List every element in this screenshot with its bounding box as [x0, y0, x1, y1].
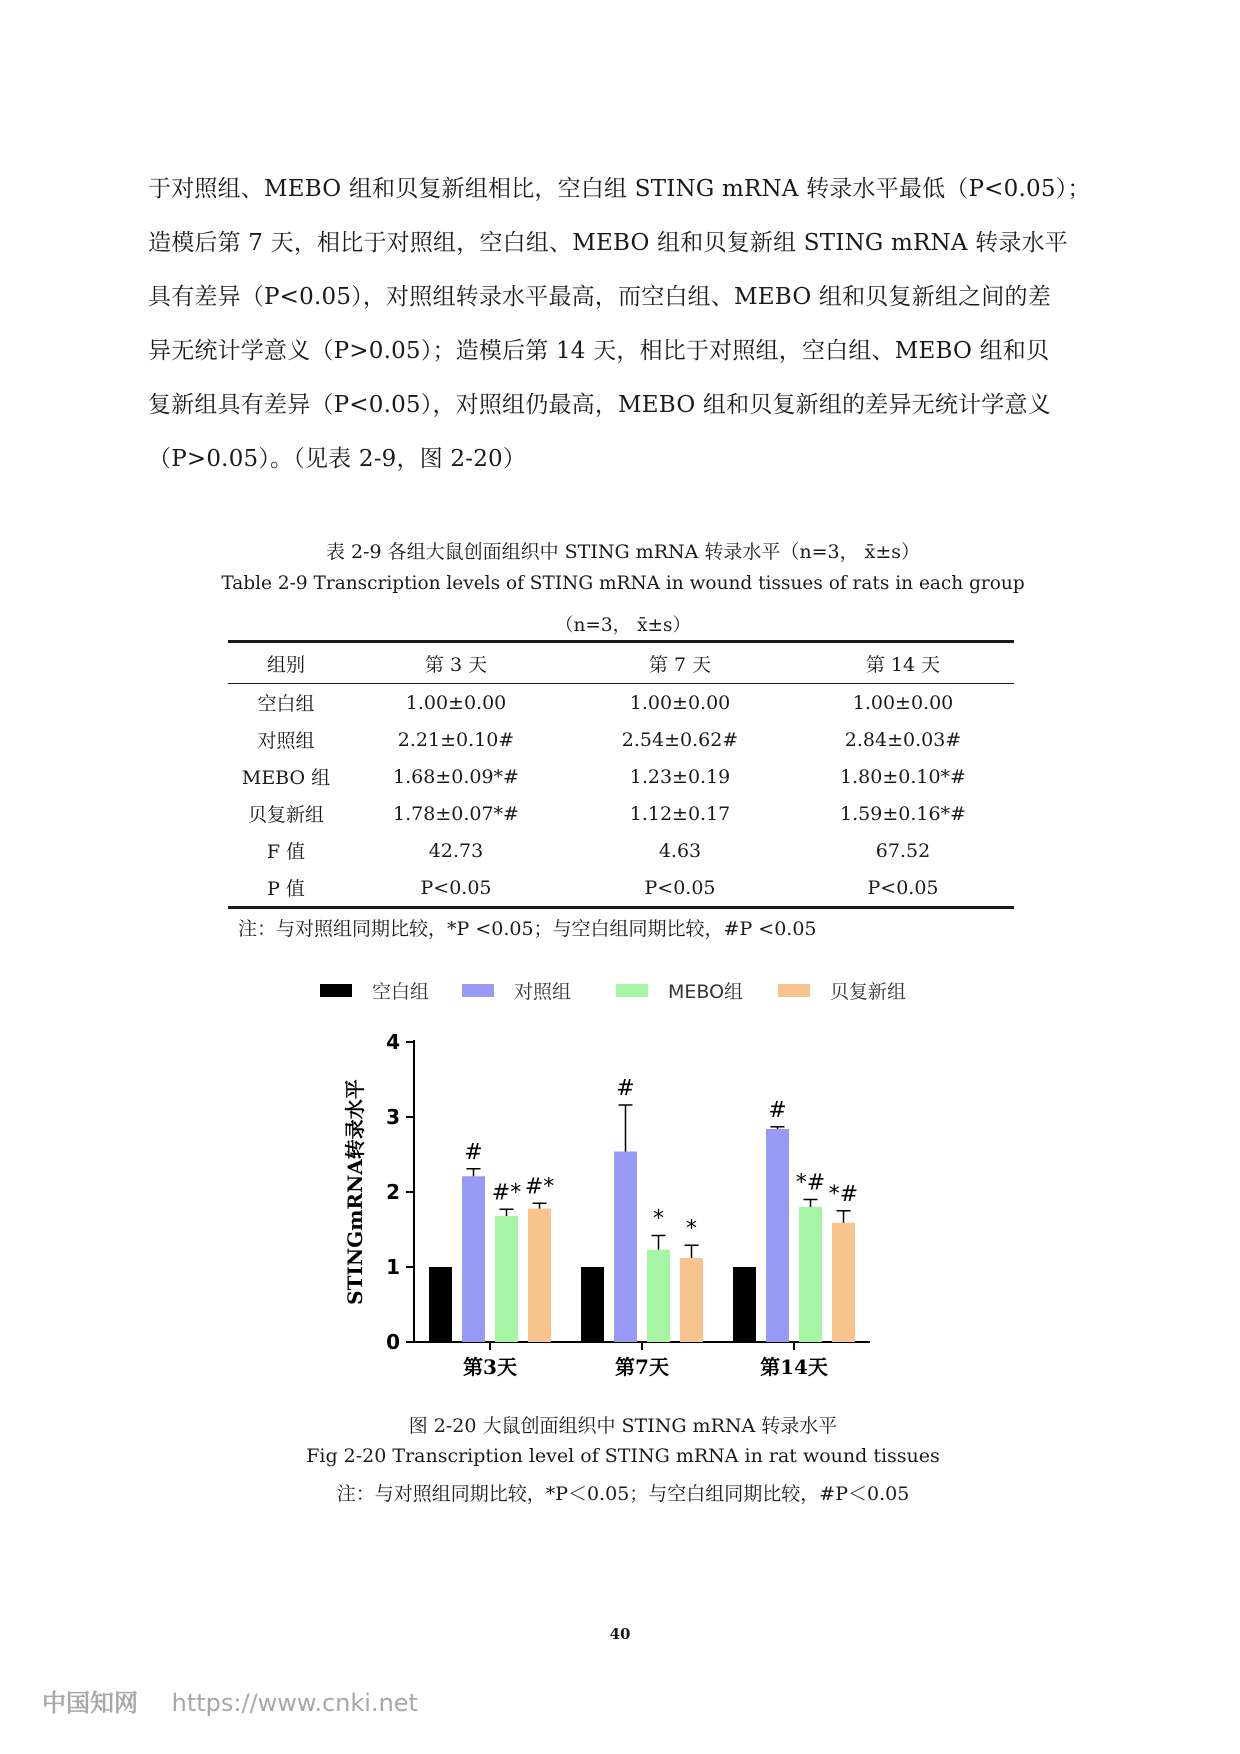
table-cell: 2.21±0.10# — [397, 728, 515, 751]
table-note: 注：与对照组同期比较，*P <0.05；与空白组同期比较，#P <0.05 — [238, 918, 817, 940]
body-line: 于对照组、MEBO 组和贝复新组相比，空白组 STING mRNA 转录水平最低（P<0.05）； — [148, 176, 1091, 202]
significance-label: # — [768, 1097, 787, 1123]
table-row — [228, 758, 1014, 795]
table-cell: 1.78±0.07*# — [393, 802, 519, 825]
bar — [733, 1267, 756, 1342]
table-cell: P 值 — [267, 878, 305, 900]
table-caption-en: Table 2-9 Transcription levels of STING mRNA in wound tissues of rats in each group — [221, 573, 1025, 594]
chart-legend — [320, 972, 940, 1008]
bar — [429, 1267, 452, 1342]
table-header-cell: 第 3 天 — [424, 653, 488, 676]
y-tick-label: 3 — [386, 1105, 400, 1129]
table-cell: 1.00±0.00 — [852, 691, 954, 714]
table-header-cell: 组别 — [266, 653, 305, 676]
significance-label: # — [464, 1139, 483, 1165]
bar — [614, 1152, 637, 1343]
legend-label: MEBO组 — [668, 980, 744, 1003]
bar — [528, 1209, 551, 1343]
significance-label: #* — [524, 1174, 555, 1200]
legend-swatch — [778, 984, 810, 997]
table-cell: 67.52 — [875, 839, 931, 862]
body-line: 具有差异（P<0.05），对照组转录水平最高，而空白组、MEBO 组和贝复新组之间的差 — [148, 284, 1051, 310]
table-cell: 1.23±0.19 — [629, 765, 731, 788]
table-cell: 1.00±0.00 — [629, 691, 731, 714]
table-cell: 空白组 — [257, 693, 315, 715]
y-tick-label: 4 — [386, 1030, 400, 1054]
bar-chart — [340, 1022, 900, 1402]
table-cell: 1.00±0.00 — [405, 691, 507, 714]
bar — [799, 1207, 822, 1342]
legend-label: 空白组 — [372, 980, 430, 1003]
figure-caption-zh: 图 2-20 大鼠创面组织中 STING mRNA 转录水平 — [408, 1415, 838, 1437]
figure-note: 注：与对照组同期比较，*P＜0.05；与空白组同期比较，#P＜0.05 — [336, 1483, 910, 1505]
legend-swatch — [616, 984, 648, 997]
x-tick-label: 第3天 — [463, 1355, 517, 1379]
y-tick-label: 2 — [386, 1180, 400, 1204]
legend-item — [462, 972, 571, 1008]
bar — [581, 1267, 604, 1342]
y-tick-label: 0 — [386, 1330, 400, 1354]
body-line: 异无统计学意义（P>0.05）；造模后第 14 天，相比于对照组，空白组、MEBO 组和贝 — [148, 338, 1050, 364]
table-cell: MEBO 组 — [241, 767, 331, 789]
table-header-cell: 第 14 天 — [865, 653, 941, 676]
table-cell: P<0.05 — [420, 876, 492, 899]
significance-label: *# — [828, 1181, 859, 1207]
table-cell: P<0.05 — [644, 876, 716, 899]
y-tick-label: 1 — [386, 1255, 400, 1279]
table-header-row — [228, 642, 1014, 684]
figure-caption-en: Fig 2-20 Transcription level of STING mRNA in rat wound tissues — [306, 1445, 940, 1467]
y-axis-label: STINGmRNA转录水平 — [343, 1079, 367, 1305]
significance-label: #* — [491, 1180, 522, 1206]
table-cell: 4.63 — [658, 839, 702, 862]
table-caption-zh: 表 2-9 各组大鼠创面组织中 STING mRNA 转录水平（n=3， x̄±s） — [325, 541, 921, 563]
table-row — [228, 721, 1014, 758]
table-cell: 1.12±0.17 — [629, 802, 731, 825]
bar — [766, 1129, 789, 1342]
table-row — [228, 684, 1014, 722]
table-cell: F 值 — [266, 841, 306, 863]
table-row — [228, 832, 1014, 869]
legend-swatch — [462, 984, 494, 997]
bar — [495, 1216, 518, 1342]
body-paragraph — [148, 162, 1098, 486]
significance-label: * — [653, 1206, 664, 1232]
table-header-cell: 第 7 天 — [648, 653, 712, 676]
significance-label: *# — [795, 1170, 826, 1196]
legend-item — [320, 972, 429, 1008]
table-row — [228, 795, 1014, 832]
table-cell: 2.84±0.03# — [844, 728, 962, 751]
table-row — [228, 869, 1014, 908]
cnki-url: https://www.cnki.net — [171, 1689, 418, 1717]
page-number: 40 — [609, 1625, 631, 1643]
table-cell: 对照组 — [257, 730, 315, 752]
table-cell: P<0.05 — [867, 876, 939, 899]
cnki-logo-text: 中国知网 — [42, 1689, 138, 1717]
table-cell: 2.54±0.62# — [621, 728, 739, 751]
data-table — [228, 640, 1014, 909]
significance-label: * — [686, 1216, 697, 1242]
watermark-footer — [42, 1683, 418, 1718]
legend-label: 对照组 — [514, 980, 572, 1003]
legend-label: 贝复新组 — [830, 980, 907, 1003]
legend-swatch — [320, 984, 352, 997]
x-tick-label: 第7天 — [615, 1355, 669, 1379]
body-line: （P>0.05）。（见表 2-9，图 2-20） — [148, 446, 527, 472]
table-cell: 42.73 — [428, 839, 484, 862]
legend-item — [778, 972, 906, 1008]
table-cell: 1.59±0.16*# — [840, 802, 966, 825]
bar — [647, 1250, 670, 1342]
table-caption-en-stats: （n=3， x̄±s） — [555, 615, 691, 636]
bar — [462, 1176, 485, 1342]
table-cell: 1.80±0.10*# — [840, 765, 966, 788]
significance-label: # — [616, 1076, 635, 1101]
legend-item — [616, 972, 743, 1008]
table-cell: 1.68±0.09*# — [393, 765, 519, 788]
bar — [680, 1258, 703, 1342]
body-line: 复新组具有差异（P<0.05），对照组仍最高，MEBO 组和贝复新组的差异无统计学意义 — [148, 392, 1051, 418]
table-cell: 贝复新组 — [247, 804, 324, 826]
body-line: 造模后第 7 天，相比于对照组，空白组、MEBO 组和贝复新组 STING mRNA 转录水平 — [148, 230, 1068, 256]
bar — [832, 1223, 855, 1342]
x-tick-label: 第14天 — [760, 1355, 828, 1379]
